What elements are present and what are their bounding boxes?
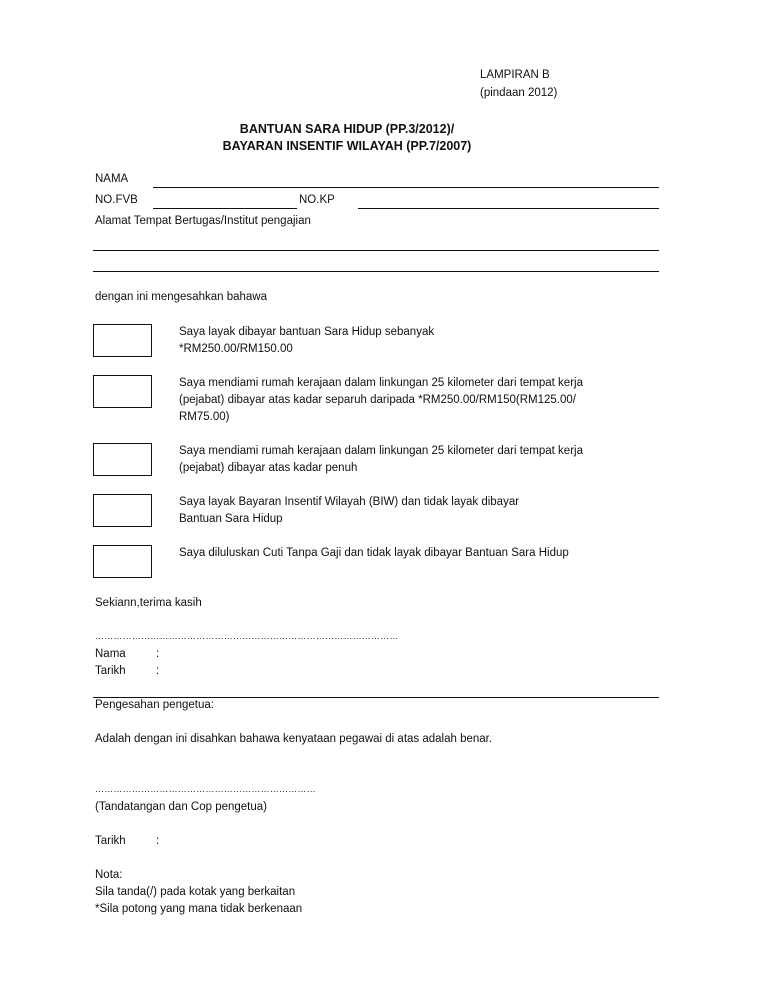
no-fvb-label: NO.FVB — [95, 194, 138, 206]
section-divider — [93, 697, 659, 698]
option-4-line-2: Bantuan Sara Hidup — [179, 513, 283, 525]
pengesahan-tarikh-colon: : — [156, 835, 160, 847]
checkbox-option-1[interactable] — [93, 324, 152, 357]
nama-label: NAMA — [95, 173, 129, 185]
checkbox-option-3[interactable] — [93, 443, 152, 476]
nota-heading: Nota: — [95, 869, 123, 881]
option-5-line-1: Saya diluluskan Cuti Tanpa Gaji dan tidak layak dibayar Bantuan Sara Hidup — [179, 547, 569, 559]
option-3-line-1: Saya mendiami rumah kerajaan dalam linkungan 25 kilometer dari tempat kerja — [179, 445, 583, 457]
signature-tarikh-colon: : — [156, 665, 160, 677]
form-title-line1: BANTUAN SARA HIDUP (PP.3/2012)/ — [239, 122, 455, 136]
option-3-text — [179, 443, 583, 477]
option-2-line-3: RM75.00) — [179, 411, 230, 423]
option-1-line-1: Saya layak dibayar bantuan Sara Hidup sebanyak — [179, 326, 435, 338]
no-kp-field-line[interactable] — [358, 208, 659, 209]
no-fvb-field-line[interactable] — [153, 208, 297, 209]
pengesahan-statement: Adalah dengan ini disahkan bahawa kenyataan pegawai di atas adalah benar. — [95, 733, 493, 745]
option-4-line-1: Saya layak Bayaran Insentif Wilayah (BIW) dan tidak layak dibayar — [179, 496, 520, 508]
option-2-text — [179, 375, 583, 426]
nama-field-line[interactable] — [153, 187, 659, 188]
no-kp-label: NO.KP — [299, 194, 335, 206]
checkbox-option-4[interactable] — [93, 494, 152, 527]
option-5-text — [179, 545, 569, 562]
signature-nama-label: Nama — [95, 648, 126, 660]
checkbox-option-5[interactable] — [93, 545, 152, 578]
form-title-line2: BAYARAN INSENTIF WILAYAH (PP.7/2007) — [222, 139, 472, 153]
pengesahan-heading: Pengesahan pengetua: — [95, 699, 214, 711]
signature-tarikh-label: Tarikh — [95, 665, 126, 677]
pengetua-signature-dotted-line[interactable]: ……………………………………………………………… — [95, 784, 316, 794]
signature-nama-colon: : — [156, 648, 160, 660]
option-2-line-2: (pejabat) dibayar atas kadar separuh daripada *RM250.00/RM150(RM125.00/ — [179, 394, 576, 406]
nota-line-1: Sila tanda(/) pada kotak yang berkaitan — [95, 886, 296, 898]
alamat-label: Alamat Tempat Bertugas/Institut pengajian — [95, 215, 311, 227]
alamat-field-line-1[interactable] — [93, 250, 659, 251]
tandatangan-label: (Tandatangan dan Cop pengetua) — [95, 801, 268, 813]
option-4-text — [179, 494, 519, 528]
alamat-field-line-2[interactable] — [93, 271, 659, 272]
pindaan-label: (pindaan 2012) — [480, 87, 558, 99]
option-3-line-2: (pejabat) dibayar atas kadar penuh — [179, 462, 358, 474]
option-2-line-1: Saya mendiami rumah kerajaan dalam linkungan 25 kilometer dari tempat kerja — [179, 377, 583, 389]
option-1-text — [179, 324, 434, 358]
nota-line-2: *Sila potong yang mana tidak berkenaan — [95, 903, 303, 915]
signature-dotted-line[interactable]: ……………………………………………………………………………………… — [95, 631, 399, 641]
lampiran-label: LAMPIRAN B — [480, 69, 550, 81]
checkbox-option-2[interactable] — [93, 375, 152, 408]
pengesahan-tarikh-label: Tarikh — [95, 835, 126, 847]
closing-text: Sekiann,terima kasih — [95, 597, 202, 609]
option-1-line-2: *RM250.00/RM150.00 — [179, 343, 293, 355]
intro-text: dengan ini mengesahkan bahawa — [95, 291, 267, 303]
